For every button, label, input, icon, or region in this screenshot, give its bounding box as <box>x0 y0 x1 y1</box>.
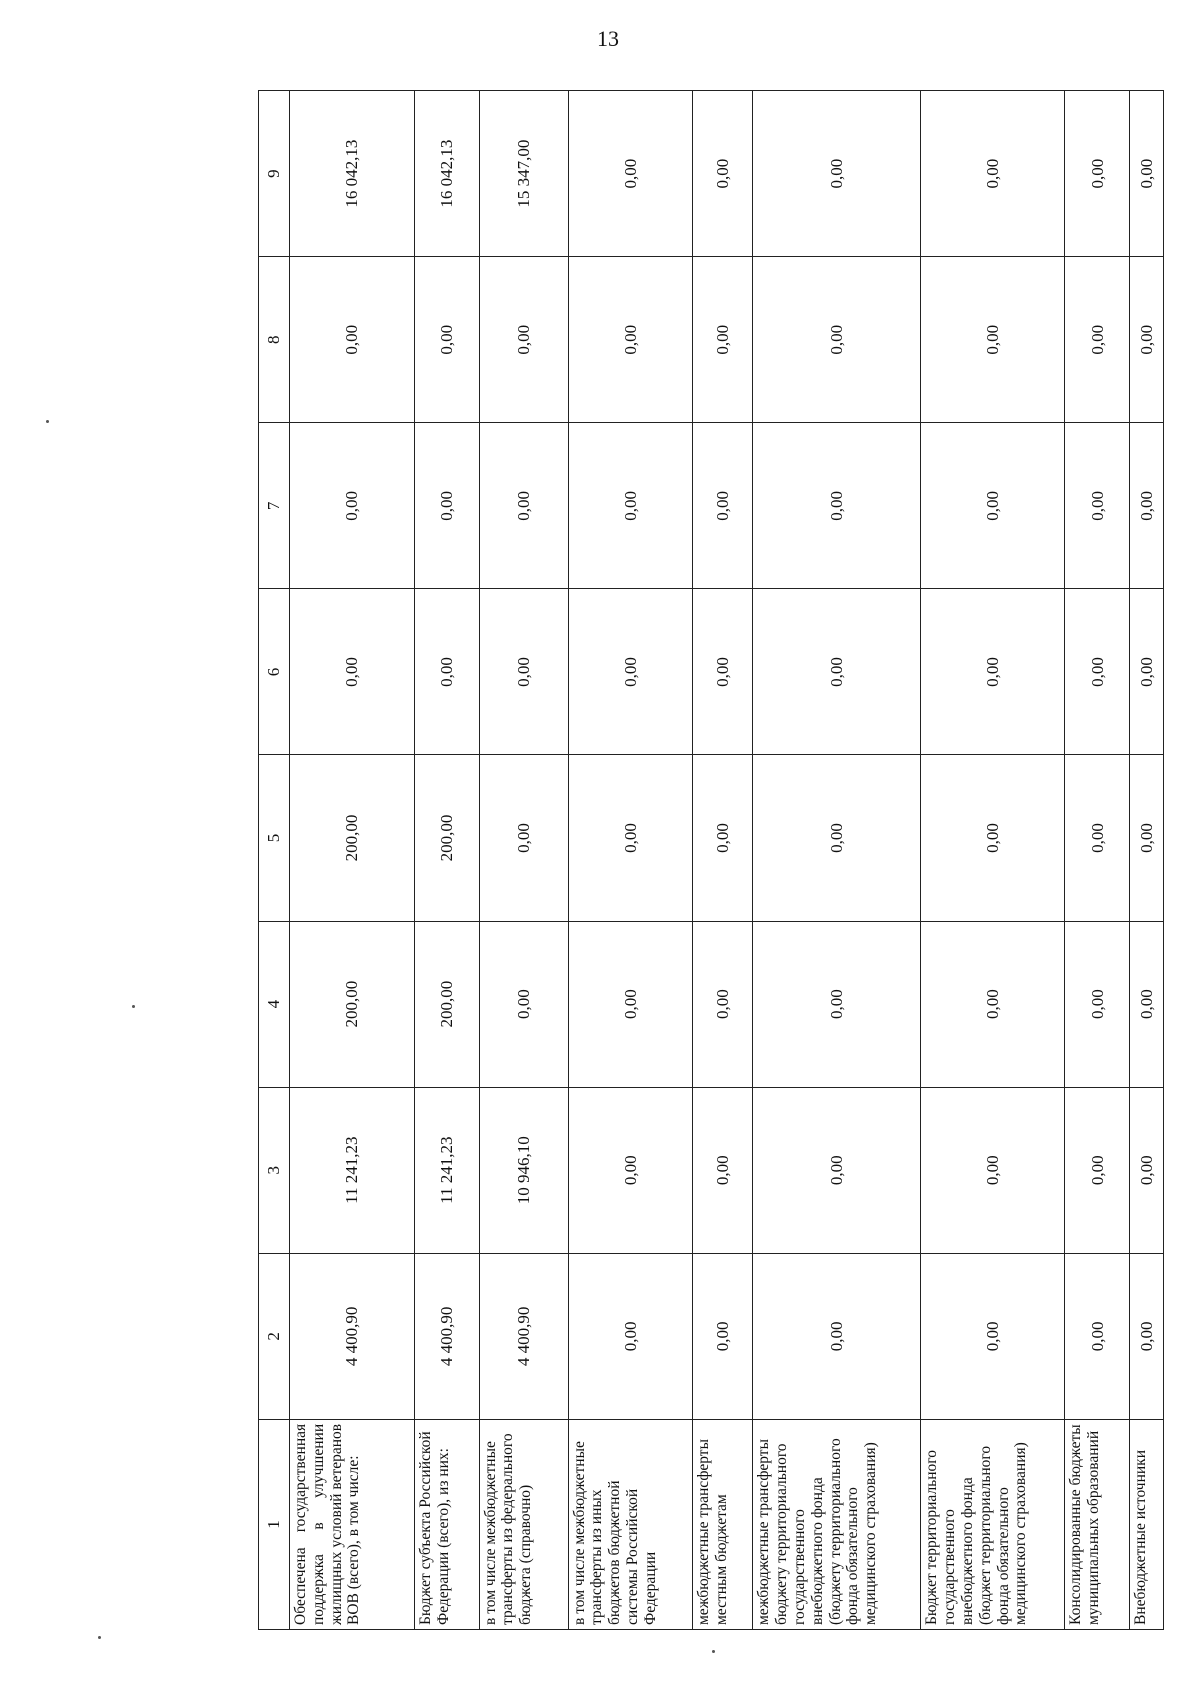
table-row <box>753 91 921 1630</box>
value-cell: 0,00 <box>479 257 568 423</box>
value-cell: 0,00 <box>414 423 479 589</box>
value-cell: 0,00 <box>753 423 921 589</box>
value-cell: 4 400,90 <box>414 1253 479 1419</box>
row-label: Бюджет субъекта Российской Федерации (всего), из них: <box>414 1419 479 1629</box>
value-cell: 0,00 <box>693 921 753 1087</box>
column-header: 9 <box>259 91 290 257</box>
value-cell: 0,00 <box>753 921 921 1087</box>
value-cell: 200,00 <box>290 921 415 1087</box>
value-cell: 0,00 <box>753 1253 921 1419</box>
value-cell: 0,00 <box>1130 423 1164 589</box>
row-label: межбюджетные трансферты бюджету территориального государственного внебюджетного фонда (бюджету территориального фонда обязательного медицинского страхования) <box>753 1419 921 1629</box>
row-label: Обеспечена государственная поддержка в улучшении жилищных условий ветеранов ВОВ (всего), в том числе: <box>290 1419 415 1629</box>
column-header: 3 <box>259 1087 290 1253</box>
table-row <box>693 91 753 1630</box>
value-cell: 0,00 <box>753 589 921 755</box>
value-cell: 15 347,00 <box>479 91 568 257</box>
value-cell: 0,00 <box>1065 1253 1130 1419</box>
value-cell: 0,00 <box>753 1087 921 1253</box>
value-cell: 0,00 <box>1065 91 1130 257</box>
value-cell: 0,00 <box>753 91 921 257</box>
value-cell: 200,00 <box>290 755 415 921</box>
value-cell: 0,00 <box>479 755 568 921</box>
value-cell: 0,00 <box>753 257 921 423</box>
column-header: 1 <box>259 1419 290 1629</box>
value-cell: 16 042,13 <box>290 91 415 257</box>
value-cell: 0,00 <box>1130 921 1164 1087</box>
value-cell: 11 241,23 <box>414 1087 479 1253</box>
value-cell: 16 042,13 <box>414 91 479 257</box>
value-cell: 0,00 <box>1065 921 1130 1087</box>
table-row <box>290 91 415 1630</box>
value-cell: 0,00 <box>568 257 693 423</box>
value-cell: 200,00 <box>414 755 479 921</box>
value-cell: 0,00 <box>693 1087 753 1253</box>
value-cell: 0,00 <box>1065 589 1130 755</box>
value-cell: 0,00 <box>1130 755 1164 921</box>
value-cell: 0,00 <box>1130 91 1164 257</box>
value-cell: 0,00 <box>921 921 1065 1087</box>
scan-speck <box>132 1005 135 1008</box>
value-cell: 0,00 <box>1065 755 1130 921</box>
value-cell: 0,00 <box>1065 257 1130 423</box>
value-cell: 0,00 <box>414 257 479 423</box>
budget-table <box>258 90 1164 1630</box>
value-cell: 0,00 <box>693 91 753 257</box>
value-cell: 0,00 <box>693 257 753 423</box>
value-cell: 4 400,90 <box>290 1253 415 1419</box>
value-cell: 0,00 <box>921 755 1065 921</box>
value-cell: 0,00 <box>568 91 693 257</box>
value-cell: 0,00 <box>1065 423 1130 589</box>
row-label: Консолидированные бюджеты муниципальных образований <box>1065 1419 1130 1629</box>
table-row <box>414 91 479 1630</box>
value-cell: 0,00 <box>693 589 753 755</box>
row-label: в том числе межбюджетные трансферты из федерального бюджета (справочно) <box>479 1419 568 1629</box>
table-row <box>479 91 568 1630</box>
value-cell: 0,00 <box>1130 1253 1164 1419</box>
value-cell: 0,00 <box>290 257 415 423</box>
value-cell: 200,00 <box>414 921 479 1087</box>
column-header: 4 <box>259 921 290 1087</box>
column-header: 8 <box>259 257 290 423</box>
table-row <box>1065 91 1130 1630</box>
value-cell: 0,00 <box>921 589 1065 755</box>
value-cell: 0,00 <box>921 1253 1065 1419</box>
value-cell: 0,00 <box>290 589 415 755</box>
value-cell: 0,00 <box>921 257 1065 423</box>
column-header: 5 <box>259 755 290 921</box>
value-cell: 0,00 <box>568 755 693 921</box>
row-label: межбюджетные трансферты местным бюджетам <box>693 1419 753 1629</box>
table-row <box>921 91 1065 1630</box>
value-cell: 0,00 <box>693 1253 753 1419</box>
row-label: в том числе межбюджетные трансферты из иных бюджетов бюджетной системы Российской Федерации <box>568 1419 693 1629</box>
value-cell: 0,00 <box>479 423 568 589</box>
table-row <box>568 91 693 1630</box>
table-row <box>1130 91 1164 1630</box>
value-cell: 0,00 <box>921 91 1065 257</box>
value-cell: 0,00 <box>1130 1087 1164 1253</box>
scan-speck <box>712 1650 715 1653</box>
value-cell: 0,00 <box>290 423 415 589</box>
page-number: 13 <box>597 26 619 51</box>
value-cell: 11 241,23 <box>290 1087 415 1253</box>
value-cell: 0,00 <box>479 921 568 1087</box>
value-cell: 0,00 <box>693 423 753 589</box>
row-label: Внебюджетные источники <box>1130 1419 1164 1629</box>
value-cell: 0,00 <box>479 589 568 755</box>
budget-table-rotated <box>258 90 1164 1630</box>
value-cell: 0,00 <box>568 589 693 755</box>
value-cell: 0,00 <box>1130 257 1164 423</box>
value-cell: 10 946,10 <box>479 1087 568 1253</box>
value-cell: 0,00 <box>693 755 753 921</box>
scan-speck <box>46 420 49 423</box>
value-cell: 4 400,90 <box>479 1253 568 1419</box>
value-cell: 0,00 <box>568 1253 693 1419</box>
value-cell: 0,00 <box>414 589 479 755</box>
column-header: 2 <box>259 1253 290 1419</box>
value-cell: 0,00 <box>1065 1087 1130 1253</box>
column-header: 6 <box>259 589 290 755</box>
scan-speck <box>98 1636 101 1639</box>
value-cell: 0,00 <box>921 1087 1065 1253</box>
value-cell: 0,00 <box>1130 589 1164 755</box>
value-cell: 0,00 <box>568 1087 693 1253</box>
table-body <box>290 91 1164 1630</box>
row-label: Бюджет территориального государственного внебюджетного фонда (бюджет территориального фонда обязательного медицинского страхования) <box>921 1419 1065 1629</box>
value-cell: 0,00 <box>753 755 921 921</box>
table-header-row <box>259 91 290 1630</box>
value-cell: 0,00 <box>921 423 1065 589</box>
value-cell: 0,00 <box>568 921 693 1087</box>
value-cell: 0,00 <box>568 423 693 589</box>
column-header: 7 <box>259 423 290 589</box>
